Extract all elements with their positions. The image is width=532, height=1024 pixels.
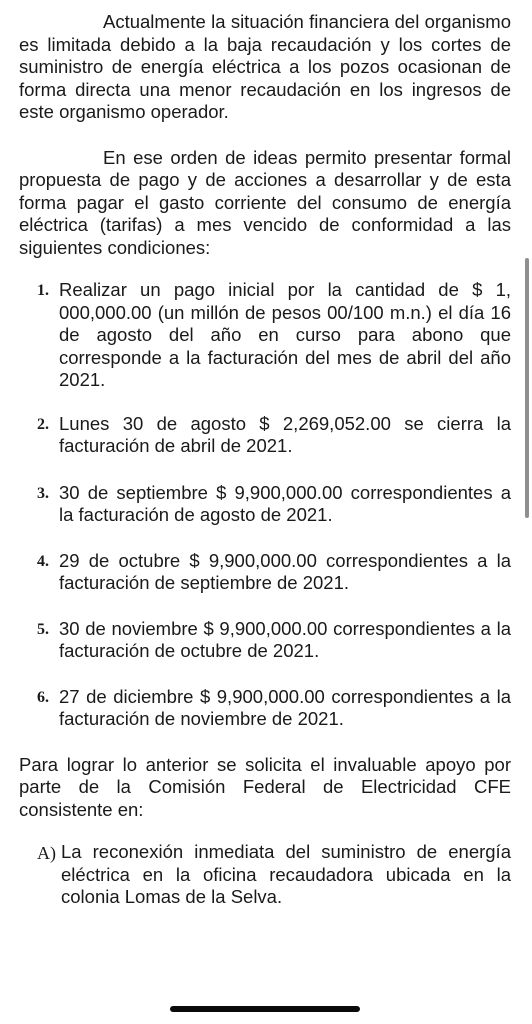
list-marker: 3. bbox=[37, 484, 49, 502]
paragraph-text: En ese orden de ideas permito presentar formal propuesta de pago y de acciones a desarrollar y de esta forma pagar el gasto corriente del consumo de energía eléctrica (tarifas) a mes vencido de conformidad a las siguientes condiciones: bbox=[19, 146, 511, 258]
vertical-scrollbar[interactable] bbox=[525, 258, 529, 518]
paragraph-text: Para lograr lo anterior se solicita el invaluable apoyo por parte de la Comisión Federal de Electricidad CFE consistente en: bbox=[19, 753, 511, 820]
paragraph-financial-situation bbox=[19, 11, 511, 124]
list-marker: 5. bbox=[37, 620, 49, 638]
paragraph-cfe-support bbox=[19, 754, 511, 822]
list-item-text: Lunes 30 de agosto $ 2,269,052.00 se cierra la facturación de abril de 2021. bbox=[59, 412, 511, 456]
support-requests-list bbox=[19, 841, 511, 909]
list-item bbox=[37, 841, 511, 909]
list-item bbox=[37, 618, 511, 663]
list-marker: 1. bbox=[37, 282, 49, 299]
list-item bbox=[37, 279, 511, 392]
list-item-text: 27 de diciembre $ 9,900,000.00 correspondientes a la facturación de noviembre de 2021. bbox=[59, 685, 511, 729]
paragraph-text: Actualmente la situación financiera del organismo es limitada debido a la baja recaudación y los cortes de suministro de energía eléctrica a los pozos ocasionan de forma directa una menor recaudación en los ingresos de este organismo operador. bbox=[19, 11, 511, 122]
list-item-text: La reconexión inmediata del suministro de energía eléctrica en la oficina recaudadora ubicada en la colonia Lomas de la Selva. bbox=[61, 841, 511, 907]
list-marker: 6. bbox=[37, 688, 49, 706]
document-body bbox=[19, 11, 511, 909]
payment-conditions-list bbox=[19, 279, 511, 731]
list-marker: A) bbox=[37, 843, 56, 863]
paragraph-payment-proposal bbox=[19, 147, 511, 260]
list-marker: 4. bbox=[37, 552, 49, 570]
list-item-text: Realizar un pago inicial por la cantidad de $ 1, 000,000.00 (un millón de pesos 00/100 m.n.) el día 16 de agosto del año en curso para abono que corresponde a la facturación del mes de abril del año 2021. bbox=[59, 279, 511, 390]
list-item-text: 30 de noviembre $ 9,900,000.00 correspondientes a la facturación de octubre de 2021. bbox=[59, 617, 511, 661]
list-marker: 2. bbox=[37, 415, 49, 433]
list-item bbox=[37, 482, 511, 527]
list-item bbox=[37, 550, 511, 595]
list-item-text: 29 de octubre $ 9,900,000.00 correspondientes a la facturación de septiembre de 2021. bbox=[59, 549, 511, 593]
list-item-text: 30 de septiembre $ 9,900,000.00 correspondientes a la facturación de agosto de 2021. bbox=[59, 481, 511, 525]
list-item bbox=[37, 413, 511, 458]
home-indicator[interactable] bbox=[170, 1006, 360, 1012]
list-item bbox=[37, 686, 511, 731]
